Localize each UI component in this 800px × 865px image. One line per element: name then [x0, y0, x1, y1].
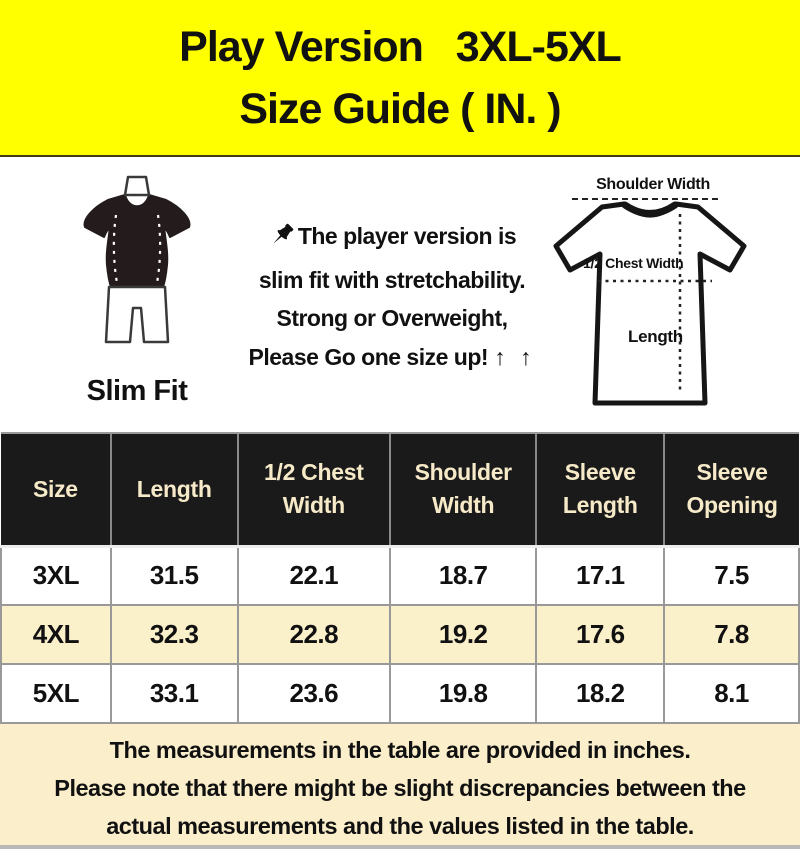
info-row — [0, 157, 800, 432]
column-header-sleeve-length: Sleeve Length — [536, 433, 664, 546]
measurement-cell: 22.1 — [238, 546, 390, 605]
measurement-cell: 18.2 — [536, 664, 664, 723]
page-subtitle: Size Guide ( IN. ) — [239, 84, 561, 133]
shoulder-width-label: Shoulder Width — [596, 176, 710, 193]
tshirt-diagram-icon — [550, 194, 750, 416]
footnote-line-3: actual measurements and the values listed in the table. — [106, 813, 694, 839]
measurement-cell: 8.1 — [664, 664, 799, 723]
size-table — [0, 432, 800, 724]
measurement-cell: 31.5 — [111, 546, 238, 605]
size-cell: 5XL — [1, 664, 111, 723]
mannequin-icon — [70, 175, 205, 365]
note-line-2: slim fit with stretchability. — [258, 266, 526, 293]
fit-note — [238, 217, 546, 376]
measurement-cell: 33.1 — [111, 664, 238, 723]
measurement-cell: 17.1 — [536, 546, 664, 605]
note-line-4: Please Go one size up! ↑ ↑ — [248, 343, 536, 370]
pushpin-icon — [268, 221, 296, 261]
title-banner — [0, 0, 800, 157]
footnote — [0, 724, 800, 849]
measurement-cell: 19.2 — [390, 605, 536, 664]
measurement-cell: 7.5 — [664, 546, 799, 605]
table-row-4xl — [1, 605, 799, 664]
size-cell: 4XL — [1, 605, 111, 664]
size-cell: 3XL — [1, 546, 111, 605]
note-line-3: Strong or Overweight, — [276, 305, 508, 331]
measurement-cell: 23.6 — [238, 664, 390, 723]
column-header-chest: 1/2 Chest Width — [238, 433, 390, 546]
slim-fit-figure — [52, 175, 222, 408]
note-line-1: The player version is — [238, 217, 546, 261]
page-title: Play Version 3XL-5XL — [179, 22, 621, 71]
footnote-line-1: The measurements in the table are provided in inches. — [109, 737, 691, 763]
table-row-3xl — [1, 546, 799, 605]
measurement-cell: 19.8 — [390, 664, 536, 723]
chest-width-label: 1/2 Chest Width — [583, 255, 684, 271]
footnote-line-2: Please note that there might be slight discrepancies between the — [54, 775, 746, 801]
table-row-5xl — [1, 664, 799, 723]
column-header-shoulder: Shoulder Width — [390, 433, 536, 546]
shirt-measurement-diagram — [545, 160, 795, 430]
measurement-cell: 17.6 — [536, 605, 664, 664]
column-header-length: Length — [111, 433, 238, 546]
up-arrows-icon: ↑ ↑ — [494, 343, 536, 370]
measurement-cell: 18.7 — [390, 546, 536, 605]
column-header-size: Size — [1, 433, 111, 546]
fit-label: Slim Fit — [86, 375, 188, 407]
column-header-sleeve-opening: Sleeve Opening — [664, 433, 799, 546]
length-label: Length — [628, 327, 683, 346]
measurement-cell: 32.3 — [111, 605, 238, 664]
measurement-cell: 22.8 — [238, 605, 390, 664]
size-table-header — [1, 433, 799, 546]
measurement-cell: 7.8 — [664, 605, 799, 664]
